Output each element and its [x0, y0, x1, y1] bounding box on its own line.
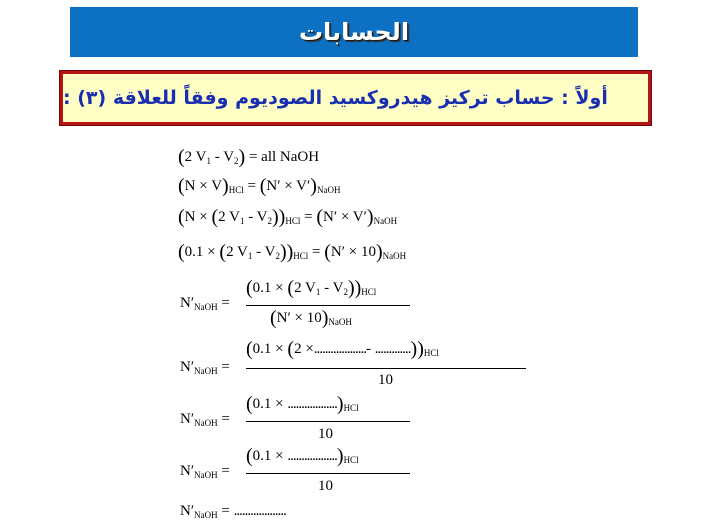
equation-8-lhs: $N'_{NaOH}$ =	[180, 463, 230, 480]
equation-5-numerator: (0.1 × (2 $V_1 - V_2))_{HCl}$	[246, 277, 377, 299]
equation-7-denominator: 10	[318, 426, 333, 442]
equation-6-denominator: 10	[378, 372, 393, 388]
section-lead: أولاً	[575, 87, 608, 109]
fraction-bar	[246, 305, 410, 306]
fraction-bar	[246, 421, 410, 422]
equation-4: (0.1 × (2 $V_1 - V_2))_{HCl} = (N' \times 10)_{NaOH}$	[178, 241, 407, 263]
equation-8-denominator: 10	[318, 478, 333, 494]
fraction-bar	[246, 473, 410, 474]
equation-5-denominator: $(N' \times 10)_{NaOH}$	[270, 307, 352, 329]
section-title: حساب تركيز هيدروكسيد الصوديوم وفقاً للعلاقة (٣) :	[63, 87, 555, 109]
equation-7-numerator: $(0.1 \times ..................)_{HCl}$	[246, 393, 359, 415]
equation-7-lhs: $N'_{NaOH}$ =	[180, 411, 230, 428]
equation-6-lhs: $N'_{NaOH}$ =	[180, 359, 230, 376]
equation-6-numerator: (0.1 × (2 ×...................- $.............))_{HCl}$	[246, 338, 439, 360]
equation-8-numerator: $(0.1 \times ..................)_{HCl}$	[246, 445, 359, 467]
page-title: الحسابات	[298, 18, 410, 46]
equation-1: (2 $V_1 - V_2$) = all NaOH	[178, 146, 320, 168]
section-colon: :	[554, 87, 576, 109]
equation-3: (N × (2 $V_1 - V_2))_{HCl} = (N' \times V')_{NaOH}$	[178, 206, 398, 228]
fraction-bar	[246, 368, 526, 369]
equation-5-lhs: $N'_{NaOH}$ =	[180, 295, 230, 312]
eq1-rhs: = all NaOH	[248, 149, 320, 165]
equation-9: $N'_{NaOH}$ = ...................	[180, 503, 286, 520]
equation-2: $(N \times V)_{HCl} = (N' \times V')_{NaOH}$	[178, 175, 341, 197]
